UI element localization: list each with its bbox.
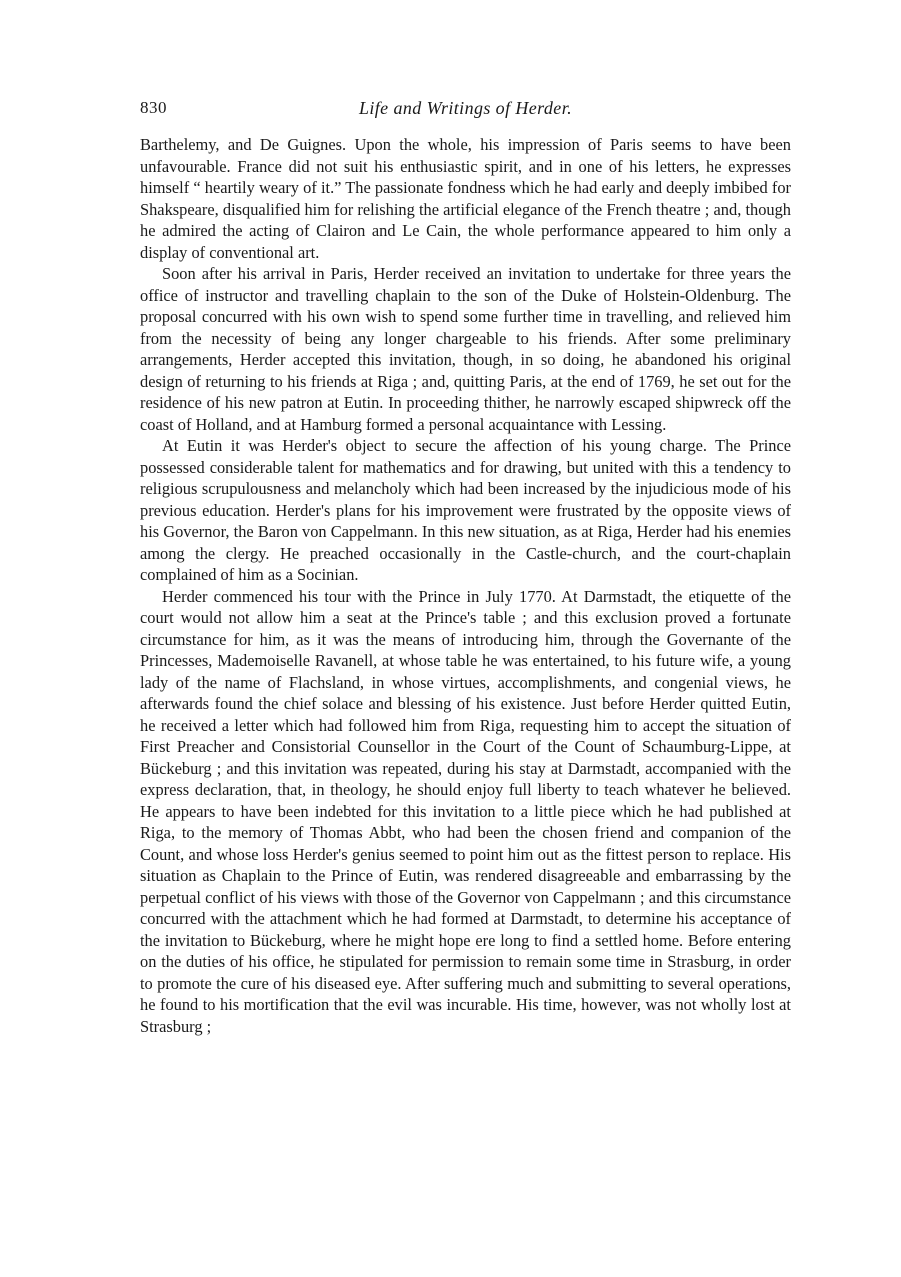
paragraph: At Eutin it was Herder's object to secure the affection of his young charge. The Prince possessed considerable talent for mathematics and for drawing, but united with this a tendency to religious scrupulousness and melancholy which had been increased by the injudicious mode of his previous education. Herder's plans for his improvement were frustrated by the opposite views of his Governor, the Baron von Cappelmann. In this new situation, as at Riga, Herder had his enemies among the clergy. He preached occasionally in the Castle-church, and the court-chaplain complained of him as a Socinian. — [140, 436, 791, 584]
page-header — [140, 98, 791, 124]
running-title: Life and Writings of Herder. — [358, 98, 573, 118]
paragraph: Herder commenced his tour with the Prince in July 1770. At Darmstadt, the etiquette of the court would not allow him a seat at the Prince's table ; and this exclusion proved a fortunate circumstance for him, as it was the means of introducing him, through the Governante of the Princesses, Mademoiselle Ravanell, at whose table he was entertained, to his future wife, a young lady of the name of Flachsland, in whose virtues, accomplishments, and congenial views, he afterwards found the chief solace and blessing of his existence. Just before Herder quitted Eutin, he received a letter which had followed him from Riga, requesting him to accept the situation of First Preacher and Consistorial Counsellor in the Court of the Count of Schaumburg-Lippe, at Bückeburg ; and this invitation was repeated, during his stay at Darmstadt, accompanied with the express declaration, that, in theology, he should enjoy full liberty to teach whatever he believed. He appears to have been indebted for this invitation to a little piece which he had published at Riga, to the memory of Thomas Abbt, who had been the chosen friend and companion of the Count, and whose loss Herder's genius seemed to point him out as the fittest person to replace. His situation as Chaplain to the Prince of Eutin, was rendered disagreeable and embarrassing by the perpetual conflict of his views with those of the Governor von Cappelmann ; and this circumstance concurred with the attachment which he had formed at Darmstadt, to determine his acceptance of the invitation to Bückeburg, where he might hope ere long to find a settled home. Before entering on the duties of his office, he stipulated for permission to remain some time in Strasburg, in order to promote the cure of his diseased eye. After suffering much and submitting to several operations, he found to his mortification that the evil was incurable. His time, however, was not wholly lost at Strasburg ; — [140, 586, 791, 1036]
page-number: 830 — [140, 98, 167, 117]
body-text — [140, 134, 791, 1037]
paragraph: Soon after his arrival in Paris, Herder received an invitation to undertake for three years the office of instructor and travelling chaplain to the son of the Duke of Holstein-Oldenburg. The proposal concurred with his own wish to spend some further time in travelling, and relieved him from the necessity of being any longer chargeable to his friends. After some preliminary arrangements, Herder accepted this invitation, though, in so doing, he abandoned his original design of returning to his friends at Riga ; and, quitting Paris, at the end of 1769, he set out for the residence of his new patron at Eutin. In proceeding thither, he narrowly escaped shipwreck off the coast of Holland, and at Hamburg formed a personal acquaintance with Lessing. — [140, 264, 791, 434]
paragraph-continued: Barthelemy, and De Guignes. Upon the whole, his impression of Paris seems to have been unfavourable. France did not suit his enthusiastic spirit, and in one of his letters, he expresses himself “ heartily weary of it.” The passionate fondness which he had early and deeply imbibed for Shakspeare, disqualified him for relishing the artificial elegance of the French theatre ; and, though he admired the acting of Clairon and Le Cain, the whole performance appeared to him only a display of conventional art. — [140, 135, 791, 262]
